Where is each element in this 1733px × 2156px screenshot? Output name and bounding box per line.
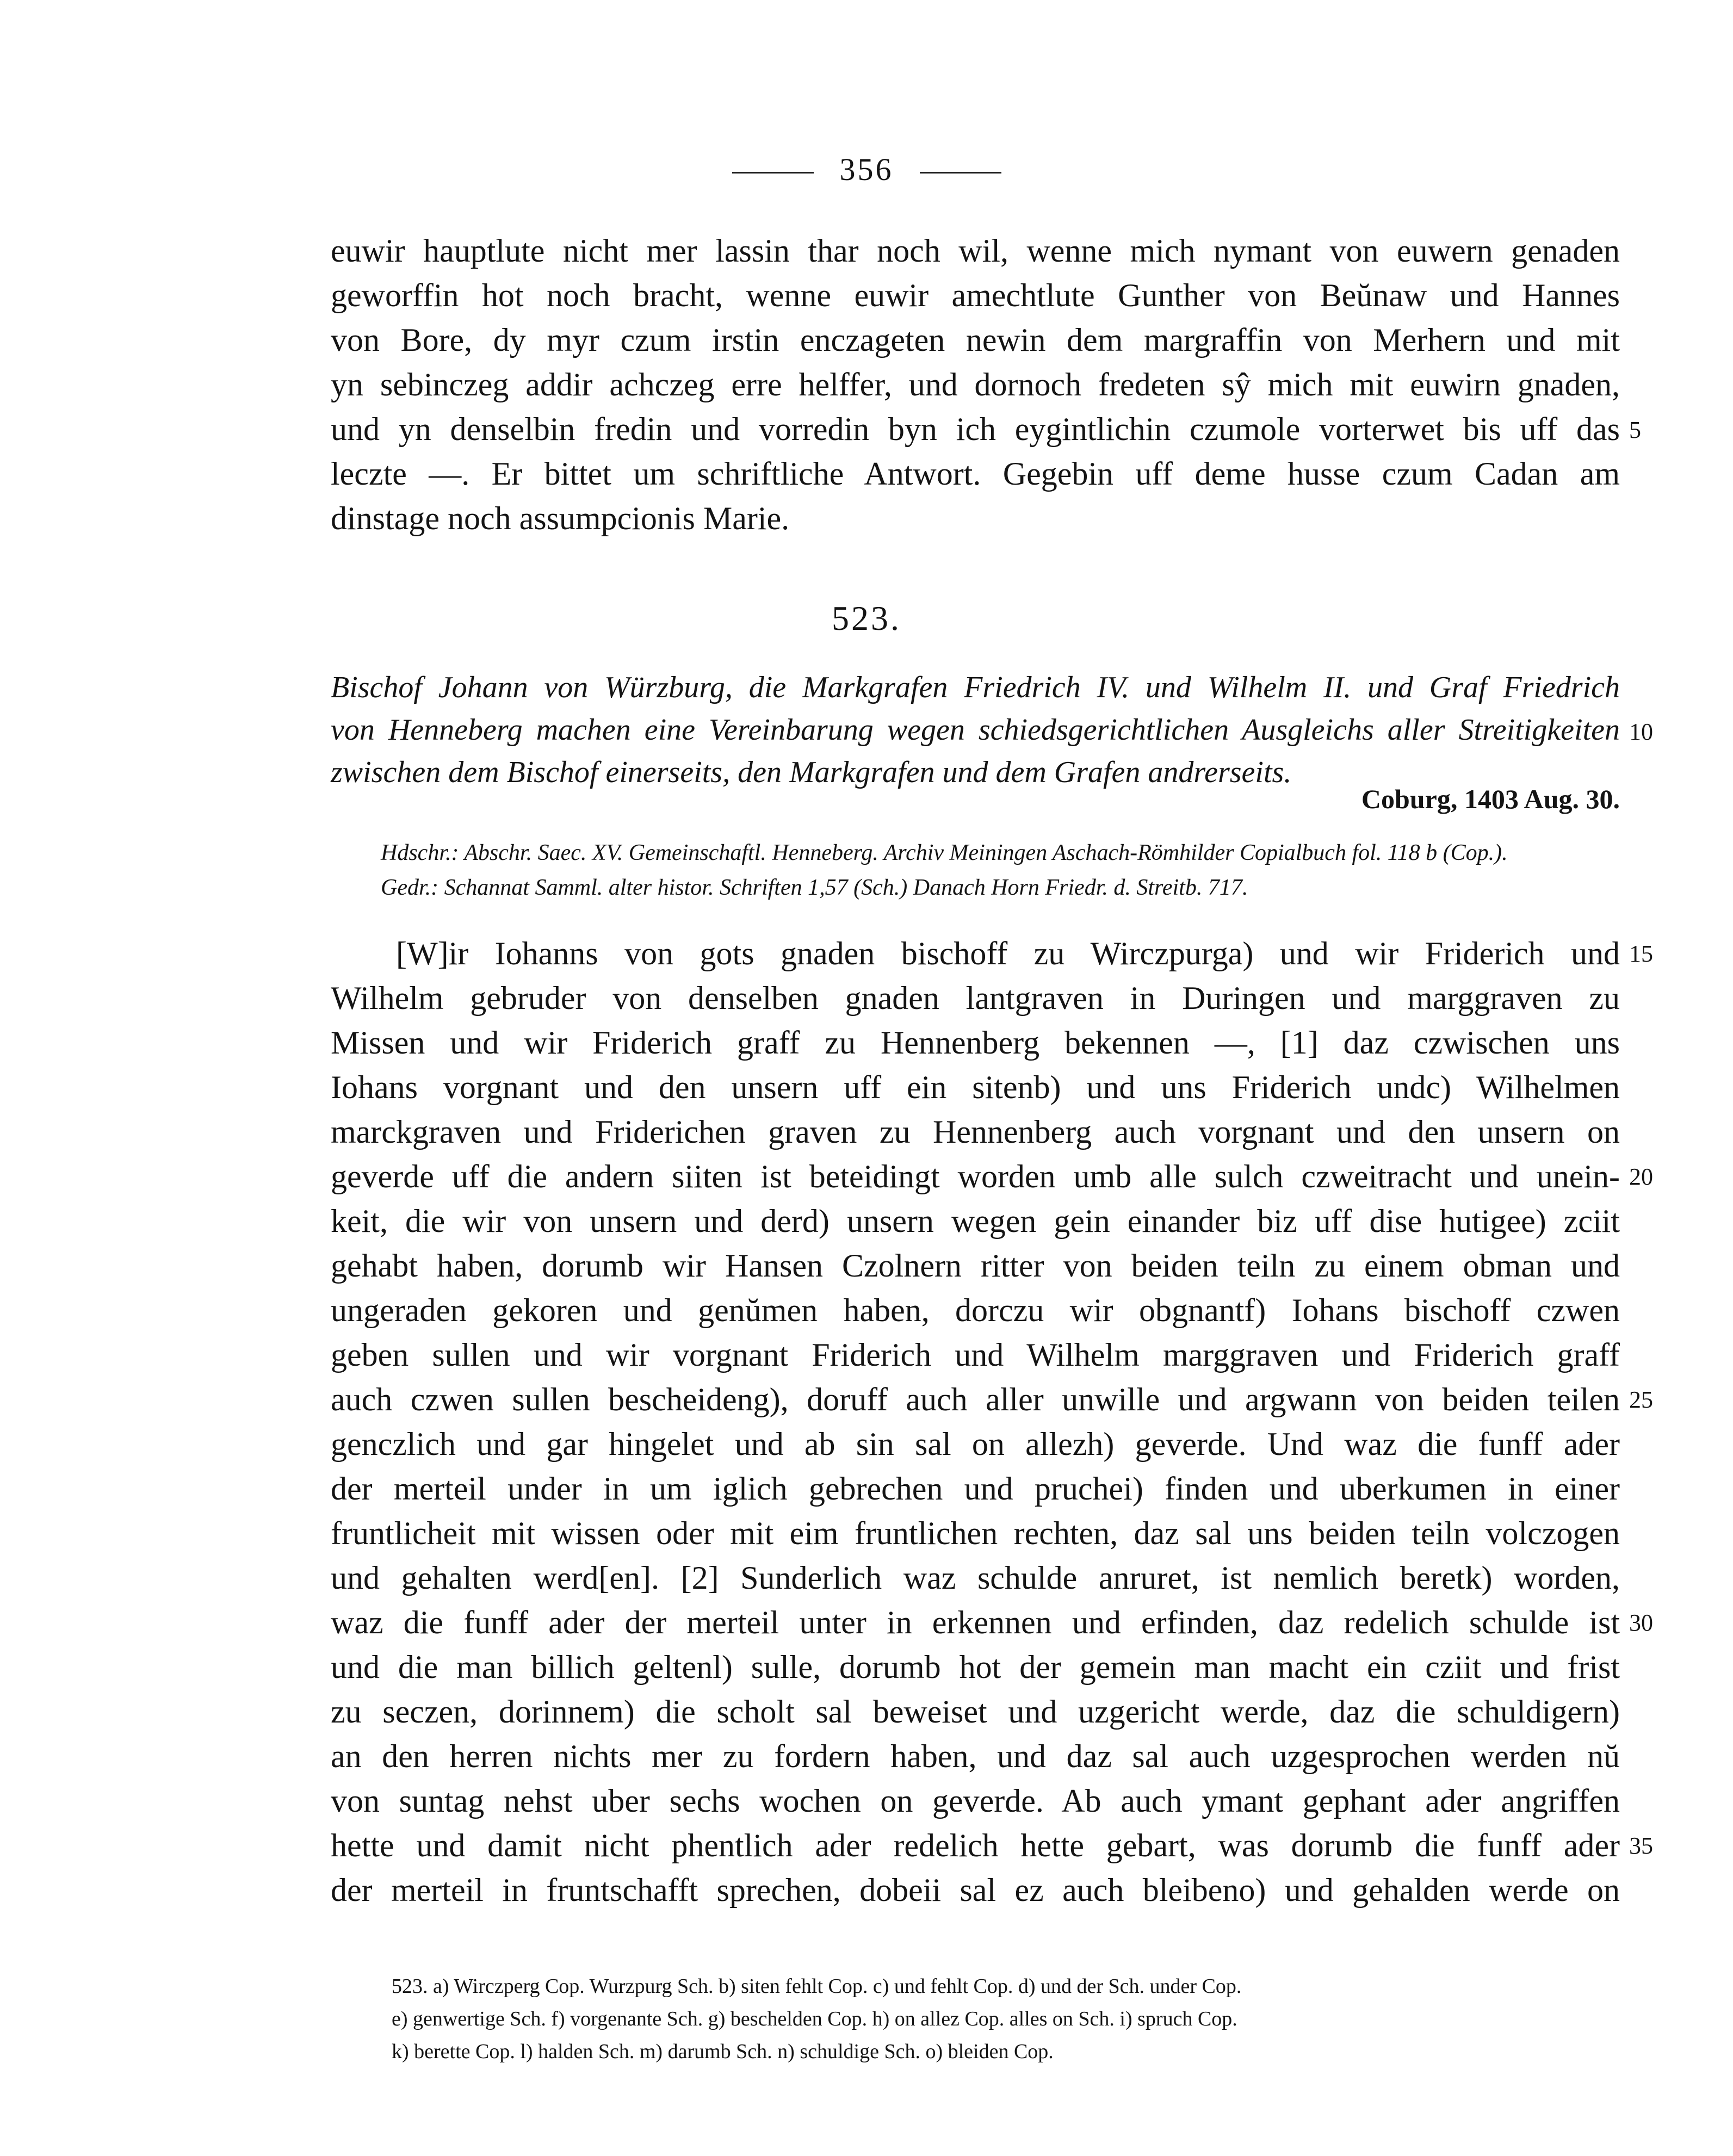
page-number: 356 <box>839 152 894 187</box>
body-line: genczlich und gar hingelet und ab sin sal on allezh) geverde. Und waz die funff ader <box>331 1426 1620 1462</box>
body-line: an den herren nichts mer zu fordern haben, und daz sal auch uzgesprochen werden nŭ <box>331 1738 1620 1774</box>
body-line: ungeraden gekoren und genŭmen haben, dorczu wir obgnantf) Iohans bischoff czwen <box>331 1292 1620 1328</box>
text-line: von Bore, dy myr czum irstin enczageten newin dem margraffin von Merhern und mit <box>331 322 1620 358</box>
text-line: und yn denselbin fredin und vorredin byn ich eygintlichin czumole vorterwet bis uff das <box>331 411 1620 447</box>
body-line: [W]ir Iohanns von gots gnaden bischoff zu Wirczpurga) und wir Friderich und <box>396 935 1620 971</box>
source-notes <box>381 835 1620 905</box>
body-line: geverde uff die andern siiten ist beteidingt worden umb alle sulch czweitracht und unein- <box>331 1158 1620 1194</box>
margin-line-number: 35 <box>1629 1832 1653 1859</box>
body-line: marckgraven und Friderichen graven zu Hennenberg auch vorgnant und den unsern on <box>331 1114 1620 1150</box>
body-line: gehabt haben, dorumb wir Hansen Czolnern ritter von beiden teiln zu einem obman und <box>331 1248 1620 1284</box>
body-line: auch czwen sullen bescheideng), doruff auch aller unwille und argwann von beiden teilen <box>331 1381 1620 1417</box>
text-line: leczte —. Er bittet um schriftliche Antwort. Gegebin uff deme husse czum Cadan am <box>331 456 1620 492</box>
regest-line: zwischen dem Bischof einerseits, den Markgrafen und dem Grafen andrerseits. <box>331 755 1292 789</box>
regest-line: von Henneberg machen eine Vereinbarung wegen schiedsgerichtlichen Ausgleichs aller Streitigkeiten <box>331 713 1620 747</box>
body-line: Missen und wir Friderich graff zu Hennenberg bekennen —, [1] daz czwischen uns <box>331 1025 1620 1061</box>
entry-number: 523. <box>832 599 901 637</box>
regest-line: Bischof Johann von Würzburg, die Markgrafen Friedrich IV. und Wilhelm II. und Graf Friedrich <box>331 671 1620 704</box>
footnote-line: k) berette Cop. l) halden Sch. m) darumb Sch. n) schuldige Sch. o) bleiden Cop. <box>392 2040 1054 2063</box>
footnote-line: e) genwertige Sch. f) vorgenante Sch. g) beschelden Cop. h) on allez Cop. alles on Sch. i) spruch Cop. <box>392 2008 1237 2030</box>
margin-line-number: 30 <box>1629 1609 1653 1636</box>
place-date-line: Coburg, 1403 Aug. 30. <box>1361 784 1620 814</box>
body-line: von suntag nehst uber sechs wochen on geverde. Ab auch ymant gephant ader angriffen <box>331 1783 1620 1819</box>
document-body <box>331 931 1620 1912</box>
header-rule-left <box>732 172 814 174</box>
margin-line-number: 15 <box>1629 940 1653 967</box>
body-line: Iohans vorgnant und den unsern uff ein sitenb) und uns Friderich undc) Wilhelmen <box>331 1069 1620 1105</box>
regest-summary <box>331 666 1620 794</box>
margin-line-number: 20 <box>1629 1163 1653 1190</box>
body-line: zu seczen, dorinnem) die scholt sal beweiset und uzgericht werde, daz die schuldigern) <box>331 1694 1620 1730</box>
continuation-text <box>331 228 1620 541</box>
body-line: der merteil under in um iglich gebrechen und pruchei) finden und uberkumen in einer <box>331 1471 1620 1507</box>
body-line: der merteil in fruntschafft sprechen, dobeii sal ez auch bleibeno) und gehalden werde on <box>331 1872 1620 1908</box>
body-line: und gehalten werd[en]. [2] Sunderlich waz schulde anruret, ist nemlich beretk) worden, <box>331 1560 1620 1596</box>
header-rule-right <box>920 172 1001 174</box>
body-line: geben sullen und wir vorgnant Friderich und Wilhelm marggraven und Friderich graff <box>331 1337 1620 1373</box>
body-line: fruntlicheit mit wissen oder mit eim fruntlichen rechten, daz sal uns beiden teiln volczogen <box>331 1515 1620 1551</box>
source-line: Hdschr.: Abschr. Saec. XV. Gemeinschaftl. Henneberg. Archiv Meiningen Aschach-Römhilder Copialbuch fol. 118 b (Cop.). <box>381 840 1508 865</box>
text-line: dinstage noch assumpcionis Marie. <box>331 500 790 536</box>
body-line: waz die funff ader der merteil unter in erkennen und erfinden, daz redelich schulde ist <box>331 1604 1620 1640</box>
body-line: hette und damit nicht phentlich ader redelich hette gebart, was dorumb die funff ader <box>331 1827 1620 1863</box>
footnote-line: 523. a) Wirczperg Cop. Wurzpurg Sch. b) siten fehlt Cop. c) und fehlt Cop. d) und der Sch. under Cop. <box>392 1975 1242 1998</box>
margin-line-number: 25 <box>1629 1386 1653 1413</box>
text-line: euwir hauptlute nicht mer lassin thar noch wil, wenne mich nymant von euwern genaden <box>331 233 1620 269</box>
margin-line-number: 5 <box>1629 417 1641 443</box>
page-header <box>0 151 1733 188</box>
body-line: und die man billich geltenl) sulle, dorumb hot der gemein man macht ein cziit und frist <box>331 1649 1620 1685</box>
body-line: Wilhelm gebruder von denselben gnaden lantgraven in Duringen und marggraven zu <box>331 980 1620 1016</box>
body-line: keit, die wir von unsern und derd) unsern wegen gein einander biz uff dise hutigee) zciit <box>331 1203 1620 1239</box>
margin-line-number: 10 <box>1629 718 1653 745</box>
source-line: Gedr.: Schannat Samml. alter histor. Schriften 1,57 (Sch.) Danach Horn Friedr. d. Streitb. 717. <box>381 875 1248 900</box>
text-line: yn sebinczeg addir achczeg erre helffer, und dornoch fredeten sŷ mich mit euwirn gnaden, <box>331 367 1620 402</box>
text-line: geworffin hot noch bracht, wenne euwir amechtlute Gunther von Beŭnaw und Hannes <box>331 277 1620 313</box>
footnotes <box>392 1970 1620 2068</box>
